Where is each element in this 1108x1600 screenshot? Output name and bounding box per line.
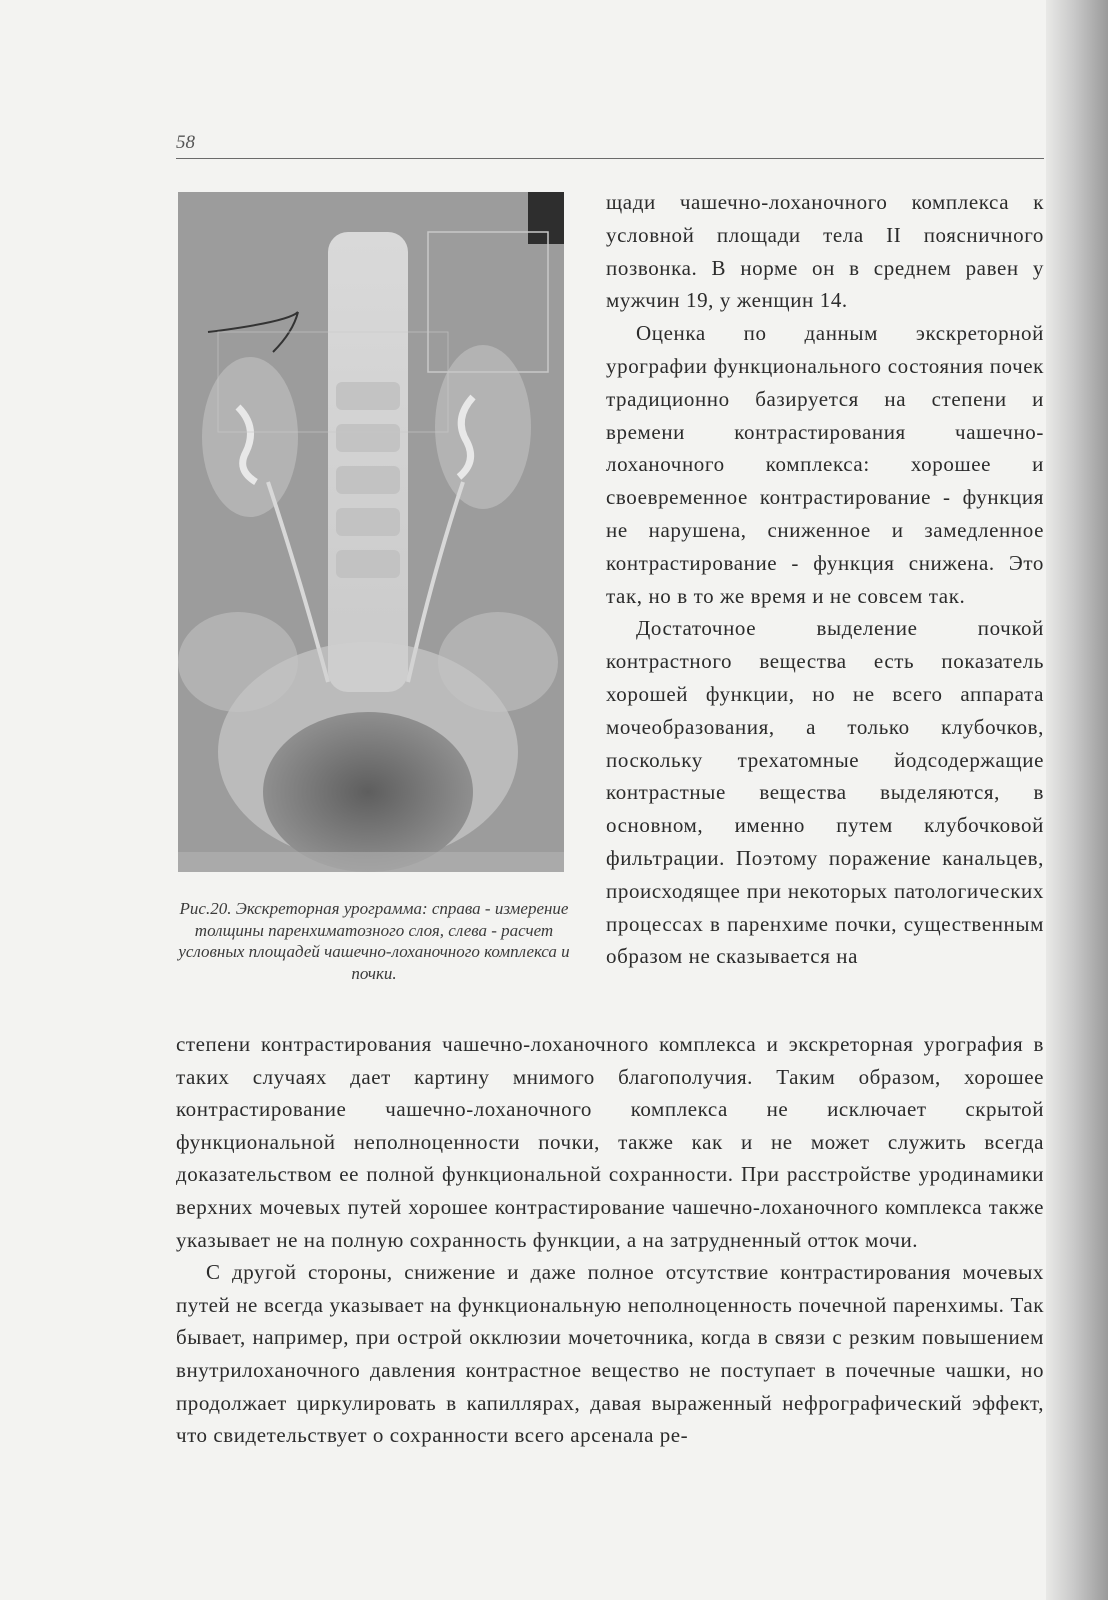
full-width-text: [176, 1028, 1044, 1452]
scan-shadow-edge: [1046, 0, 1108, 1600]
paragraph: С другой стороны, снижение и даже полное отсутствие контрастирования мочевых путей не всегда указывает на функциональную неполноценность почечной паренхимы. Так бывает, например, при острой окклюзии мочеточника, когда в связи с резким повышением внутрилоханочного давления контрастное вещество не поступает в почечные чашки, но продолжает циркулировать в капиллярах, давая выраженный нефрографический эффект, что свидетельствует о сохранности всего арсенала ре-: [176, 1260, 1044, 1448]
right-column-text: [606, 186, 1044, 973]
paragraph: Оценка по данным экскреторной урографии функционального состояния почек традиционно базируется на степени и времени контрастирования чашечно-лоханочного комплекса: хорошее и своевременное контрастирование - функция не нарушена, сниженное и замедленное контрастирование - функция снижена. Это так, но в то же время и не совсем так.: [606, 321, 1044, 608]
paragraph: щади чашечно-лоханочного комплекса к условной площади тела II поясничного позвонка. В норме он в среднем равен у мужчин 19, у женщин 14.: [606, 190, 1044, 313]
figure-caption: Рис.20. Экскреторная урограмма: справа - измерение толщины паренхиматозного слоя, слева - расчет условных площадей чашечно-лоханочного комплекса и почки.: [178, 899, 570, 983]
urogram-figure: [178, 192, 564, 872]
page-number: 58: [176, 132, 195, 153]
paragraph: Достаточное выделение почкой контрастного вещества есть показатель хорошей функции, но не всего аппарата мочеобразования, а только клубочков, поскольку трехатомные йодсодержащие контрастные вещества выделяются, в основном, именно путем клубочковой фильтрации. Поэтому поражение канальцев, происходящее при некоторых патологических процессах в паренхиме почки, существенным образом не сказывается на: [606, 616, 1044, 969]
paragraph: степени контрастирования чашечно-лоханочного комплекса и экскреторная урография в таких случаях дает картину мнимого благополучия. Таким образом, хорошее контрастирование чашечно-лоханочного комплекса не исключает скрытой функциональной неполноценности почки, также как и не может служить всегда доказательством ее полной функциональной сохранности. При расстройстве уродинамики верхних мочевых путей хорошее контрастирование чашечно-лоханочного комплекса также указывает не на полную сохранность функции, а на затрудненный отток мочи.: [176, 1032, 1044, 1252]
urogram-xray-image: [178, 192, 564, 872]
header-rule: [176, 158, 1044, 159]
